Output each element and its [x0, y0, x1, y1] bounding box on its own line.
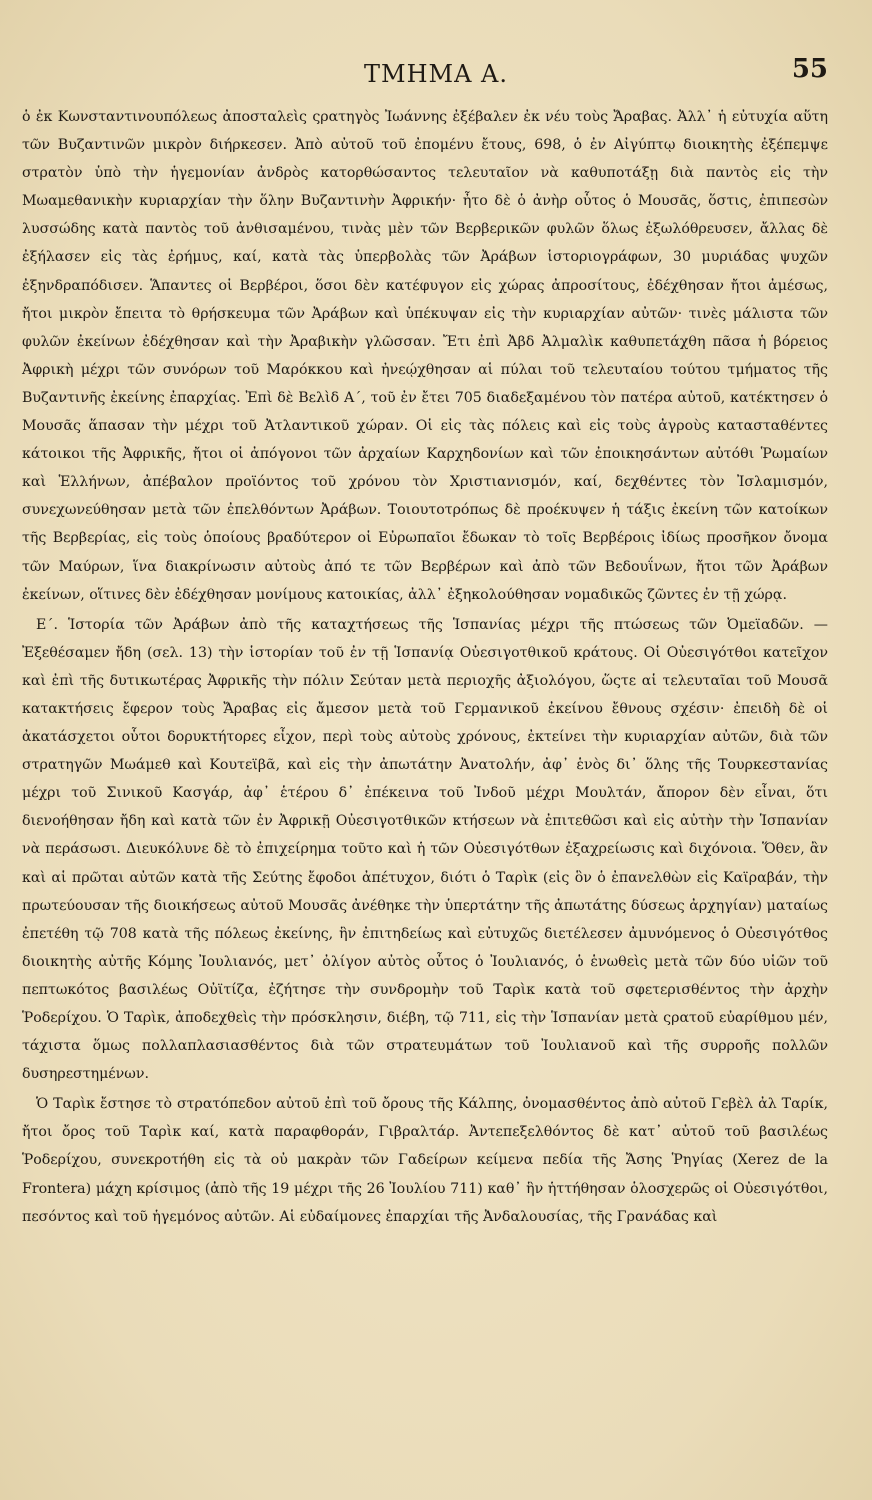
paragraph-section-e: Ε΄. Ἱστορία τῶν Ἀράβων ἀπὸ τῆς καταχτήσεως τῆς Ἱσπανίας μέχρι τῆς πτώσεως τῶν Ὀμεϊαδῶν. — Ἐξεθέσαμεν ἤδη (σελ. 13) τὴν ἱστορίαν τοῦ ἐν τῇ Ἱσπανίᾳ Οὐεσιγοτθικοῦ κράτους. Οἱ Οὐεσιγότθοι κατεῖχον καὶ ἐπὶ τῆς δυτικωτέρας Ἀφρικῆς τὴν πόλιν Σεύταν μετὰ περιοχῆς ἀξιολόγου, ὥςτε αἱ τελευταῖαι τοῦ Μουσᾶ κατακτήσεις ἔφερον τοὺς Ἄραβας εἰς ἄμεσον μετὰ τοῦ Γερμανικοῦ ἐκείνου ἔθνους σχέσιν· ἐπειδὴ δὲ οἱ ἀκατάσχετοι οὗτοι δορυκτήτορες εἶχον, περὶ τοὺς αὐτοὺς χρόνους, ἐκτείνει τὴν κυριαρχίαν αὐτῶν, διὰ τῶν στρατηγῶν Μωάμεθ καὶ Κουτεϊβᾶ, καὶ εἰς τὴν ἀπωτάτην Ἀνατολήν, ἀφ᾽ ἑνὸς δι᾽ ὅλης τῆς Τουρκεστανίας μέχρι τοῦ Σινικοῦ Κασγάρ, ἀφ᾽ ἑτέρου δ᾽ ἐπέκεινα τοῦ Ἰνδοῦ μέχρι Μουλτάν, ἄπορον δὲν εἶναι, ὅτι διενοήθησαν ἤδη καὶ κατὰ τῶν ἐν Ἀφρικῇ Οὐεσιγοτθικῶν κτήσεων νὰ ἐπιτεθῶσι καὶ εἰς αὐτὴν τὴν Ἱσπανίαν νὰ περάσωσι. Διευκόλυνε δὲ τὸ ἐπιχείρημα τοῦτο καὶ ἡ τῶν Οὐεσιγότθων ἐξαχρείωσις καὶ διχόνοια. Ὅθεν, ἂν καὶ αἱ πρῶται αὐτῶν κατὰ τῆς Σεύτης ἔφοδοι ἀπέτυχον, διότι ὁ Ταρὶκ (εἰς ὃν ὁ ἐπανελθὼν εἰς Καϊραβάν, τὴν πρωτεύουσαν τῆς διοικήσεως αὐτοῦ Μουσᾶς ἀνέθηκε τὴν ὑπερτάτην τῆς ἀπωτάτης δύσεως ἀρχηγίαν) ματαίως ἐπετέθη τῷ 708 κατὰ τῆς πόλεως ἐκείνης, ἣν ἐπιτηδείως καὶ εὐτυχῶς διετέλεσεν ἀμυνόμενος ὁ Οὐεσιγότθος διοικητὴς αὐτῆς Κόμης Ἰουλιανός, μετ᾽ ὀλίγον αὐτὸς οὗτος ὁ Ἰουλιανός, ὁ ἑνωθεὶς μετὰ τῶν δύο υἱῶν τοῦ πεπτωκότος βασιλέως Οὐϊτίζα, ἐζήτησε τὴν συνδρομὴν τοῦ Ταρὶκ κατὰ τοῦ σφετερισθέντος τὴν ἀρχὴν Ῥοδερίχου. Ὁ Ταρὶκ, ἀποδεχθεὶς τὴν πρόσκλησιν, διέβη, τῷ 711, εἰς τὴν Ἱσπανίαν μετὰ ςρατοῦ εὐαρίθμου μέν, τάχιστα ὅμως πολλαπλασιασθέντος διὰ τῶν στρατευμάτων τοῦ Ἰουλιανοῦ καὶ τῆς συρροῆς πολλῶν δυσηρεστημένων. — [22, 616, 828, 1083]
paragraph-continuation: ὁ ἐκ Κωνσταντινουπόλεως ἀποσταλεὶς ςρατηγὸς Ἰωάννης ἐξέβαλεν ἐκ νέυ τοὺς Ἄραβας. Ἀλλ᾽ ἡ εὐτυχία αὕτη τῶν Βυζαντινῶν μικρὸν διήρκεσεν. Ἀπὸ αὐτοῦ τοῦ ἐπομένυ ἔτους, 698, ὁ ἐν Αἰγύπτῳ διοικητὴς ἐξέπεμψε στρατὸν ὑπὸ τὴν ἡγεμονίαν ἀνδρὸς κατορθώσαντος τελευταῖον νὰ καθυποτάξῃ διὰ παντὸς εἰς τὴν Μωαμεθανικὴν κυριαρχίαν τὴν ὅλην Βυζαντινὴν Ἀφρικήν· ἦτο δὲ ὁ ἀνὴρ οὗτος ὁ Μουσᾶς, ὅστις, ἐπιπεσὼν λυσσώδης κατὰ παντὸς τοῦ ἀνθισαμένου, τινὰς μὲν τῶν Βερβερικῶν φυλῶν ὅλως ἐξωλόθρευσεν, ἄλλας δὲ ἐξήλασεν εἰς τὰς ἐρήμυς, καί, κατὰ τὰς ὑπερβολὰς τῶν Ἀράβων ἱστοριογράφων, 30 μυριάδας ψυχῶν ἐξηνδραπόδισεν. Ἅπαντες οἱ Βερβέροι, ὅσοι δὲν κατέφυγον εἰς χώρας ἀπροσίτους, ἐδέχθησαν ἤτοι ἀμέσως, ἤτοι μικρὸν ἔπειτα τὸ θρήσκευμα τῶν Ἀράβων καὶ ὑπέκυψαν εἰς τὴν κυριαρχίαν αὐτῶν· τινὲς μάλιστα τῶν φυλῶν ἐκείνων ἐδέχθησαν καὶ τὴν Ἀραβικὴν γλῶσσαν. Ἔτι ἐπὶ Ἀβδ Ἀλμαλὶκ καθυπετάχθη πᾶσα ἡ βόρειος Ἀφρικὴ μέχρι τῶν συνόρων τοῦ Μαρόκκου καὶ ἠνεῴχθησαν αἱ πύλαι τοῦ τελευταίου τούτου τμήματος τῆς Βυζαντινῆς ἐκείνης ἐπαρχίας. Ἐπὶ δὲ Βελὶδ Α΄, τοῦ ἐν ἔτει 705 διαδεξαμένου τὸν πατέρα αὐτοῦ, κατέκτησεν ὁ Μουσᾶς ἅπασαν τὴν μέχρι τοῦ Ἀτλαντικοῦ χώραν. Οἱ εἰς τὰς πόλεις καὶ εἰς τοὺς ἀγροὺς κατασταθέντες κάτοικοι τῆς Ἀφρικῆς, ἤτοι οἱ ἀπόγονοι τῶν ἀρχαίων Καρχηδονίων καὶ τῶν ἐποικησάντων αὐτόθι Ῥωμαίων καὶ Ἑλλήνων, ἀπέβαλον προϊόντος τοῦ χρόνου τὸν Χριστιανισμόν, καί, δεχθέντες τὸν Ἰσλαμισμόν, συνεχωνεύθησαν μετὰ τῶν ἐπελθόντων Ἀράβων. Τοιουτοτρόπως δὲ προέκυψεν ἡ τάξις ἐκείνη τῶν κατοίκων τῆς Βερβερίας, εἰς τοὺς ὁποίους βραδύτερον οἱ Εὐρωπαῖοι ἔδωκαν τὸ τοῖς Βερβέροις ἰδίως προσῆκον ὄνομα τῶν Μαύρων, ἵνα διακρίνωσιν αὐτοὺς ἀπό τε τῶν Βερβέρων καὶ ἀπὸ τῶν Βεδουΐνων, ἤτοι τῶν Ἀράβων ἐκείνων, οἵτινες δὲν ἐδέχθησαν μονίμους κατοικίας, ἀλλ᾽ ἐξηκολούθησαν νομαδικῶς ζῶντες ἐν τῇ χώρᾳ. — [22, 109, 828, 603]
page-number: 55 — [791, 54, 828, 84]
paragraph-tarik: Ὁ Ταρὶκ ἔστησε τὸ στρατόπεδον αὐτοῦ ἐπὶ τοῦ ὄρους τῆς Κάλπης, ὀνομασθέντος ἀπὸ αὐτοῦ Γεβὲλ ἀλ Ταρίκ, ἤτοι ὄρος τοῦ Ταρὶκ καί, κατὰ παραφθοράν, Γιβραλτάρ. Ἀντεπεξελθόντος δὲ κατ᾽ αὐτοῦ τοῦ βασιλέως Ῥοδερίχου, συνεκροτήθη εἰς τὰ οὐ μακρὰν τῶν Γαδείρων κείμενα πεδία τῆς Ἄσης Ῥηγίας (Xerez de la Frontera) μάχη κρίσιμος (ἀπὸ τῆς 19 μέχρι τῆς 26 Ἰουλίου 711) καθ᾽ ἣν ἡττήθησαν ὁλοσχερῶς οἱ Οὐεσιγότθοι, πεσόντος καὶ τοῦ ἡγεμόνος αὐτῶν. Αἱ εὐδαίμονες ἐπαρχίαι τῆς Ἀνδαλουσίας, τῆς Γρανάδας καὶ — [22, 1096, 828, 1225]
body-text — [22, 103, 828, 1231]
section-title: ΤΜΗΜΑ Α. — [363, 60, 508, 88]
running-head — [0, 54, 872, 98]
